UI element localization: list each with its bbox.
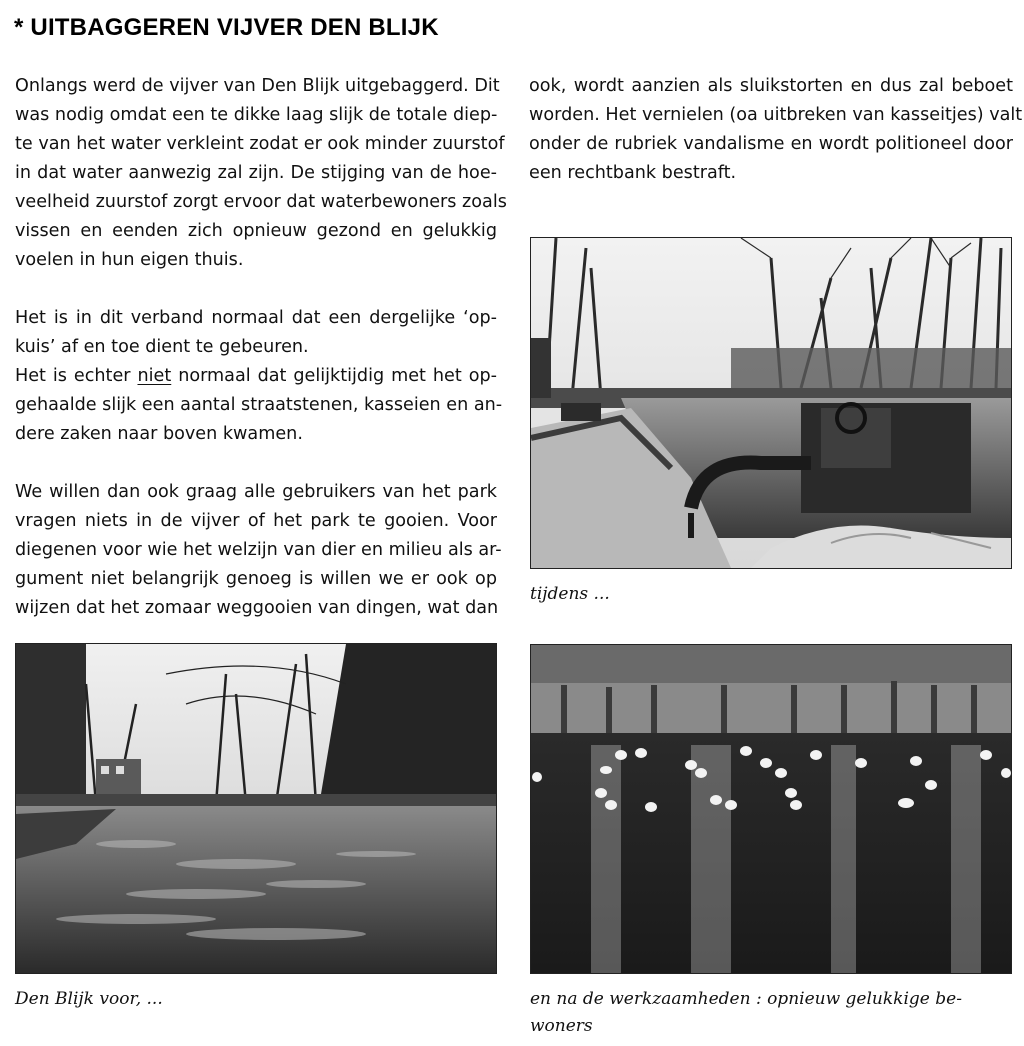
text-line: te van het water verkleint zodat er ook minder zuurstof bbox=[15, 134, 505, 154]
right-column bbox=[529, 72, 1023, 188]
text-line: vissen en eenden zich opnieuw gezond en gelukkig bbox=[15, 221, 497, 241]
text-line: dere zaken naar boven kwamen. bbox=[15, 424, 303, 444]
text-line: Onlangs werd de vijver van Den Blijk uitgebaggerd. Dit bbox=[15, 76, 500, 96]
paragraph-1 bbox=[15, 72, 507, 275]
text-line: vragen niets in de vijver of het park te gooien. Voor bbox=[15, 511, 497, 531]
photo-during-dredging bbox=[530, 237, 1012, 569]
article-title: * UITBAGGEREN VIJVER DEN BLIJK bbox=[14, 14, 439, 41]
text-line: was nodig omdat een te dikke laag slijk de totale diep- bbox=[15, 105, 498, 125]
text-line: Het is in dit verband normaal dat een dergelijke ‘op- bbox=[15, 308, 497, 328]
text-fragment: normaal dat gelijktijdig met het op- bbox=[171, 366, 498, 386]
caption-after bbox=[530, 986, 1014, 1040]
text-line: worden. Het vernielen (oa uitbreken van kasseitjes) valt bbox=[529, 105, 1023, 125]
text-line bbox=[15, 362, 497, 391]
text-line: onder de rubriek vandalisme en wordt politioneel door bbox=[529, 134, 1013, 154]
text-fragment: Het is echter bbox=[15, 366, 138, 386]
text-line: kuis’ af en toe dient te gebeuren. bbox=[15, 337, 309, 357]
paragraph-5 bbox=[529, 72, 1023, 188]
text-line: We willen dan ook graag alle gebruikers van het park bbox=[15, 482, 497, 502]
text-line: diegenen voor wie het welzijn van dier en milieu als ar- bbox=[15, 540, 502, 560]
left-column bbox=[15, 72, 507, 623]
text-line: gument niet belangrijk genoeg is willen we er ook op bbox=[15, 569, 497, 589]
underlined-word: niet bbox=[137, 366, 172, 386]
paragraph-4 bbox=[15, 478, 502, 623]
photo-after bbox=[530, 644, 1012, 974]
caption-after-line-2: woners bbox=[530, 1016, 593, 1036]
text-line: gehaalde slijk een aantal straatstenen, kasseien en an- bbox=[15, 395, 503, 415]
text-line: wijzen dat het zomaar weggooien van dingen, wat dan bbox=[15, 598, 499, 618]
text-line: ook, wordt aanzien als sluikstorten en dus zal beboet bbox=[529, 76, 1013, 96]
caption-after-line-1: en na de werkzaamheden : opnieuw gelukkige be- bbox=[530, 989, 962, 1009]
photo-before bbox=[15, 643, 497, 974]
caption-during: tijdens ... bbox=[530, 584, 610, 604]
text-line: veelheid zuurstof zorgt ervoor dat waterbewoners zoals bbox=[15, 192, 507, 212]
text-line: een rechtbank bestraft. bbox=[529, 163, 737, 183]
text-line: in dat water aanwezig zal zijn. De stijging van de hoe- bbox=[15, 163, 497, 183]
paragraph-3 bbox=[15, 362, 503, 449]
paragraph-2 bbox=[15, 304, 497, 362]
text-line: voelen in hun eigen thuis. bbox=[15, 250, 244, 270]
caption-before: Den Blijk voor, ... bbox=[15, 989, 163, 1009]
